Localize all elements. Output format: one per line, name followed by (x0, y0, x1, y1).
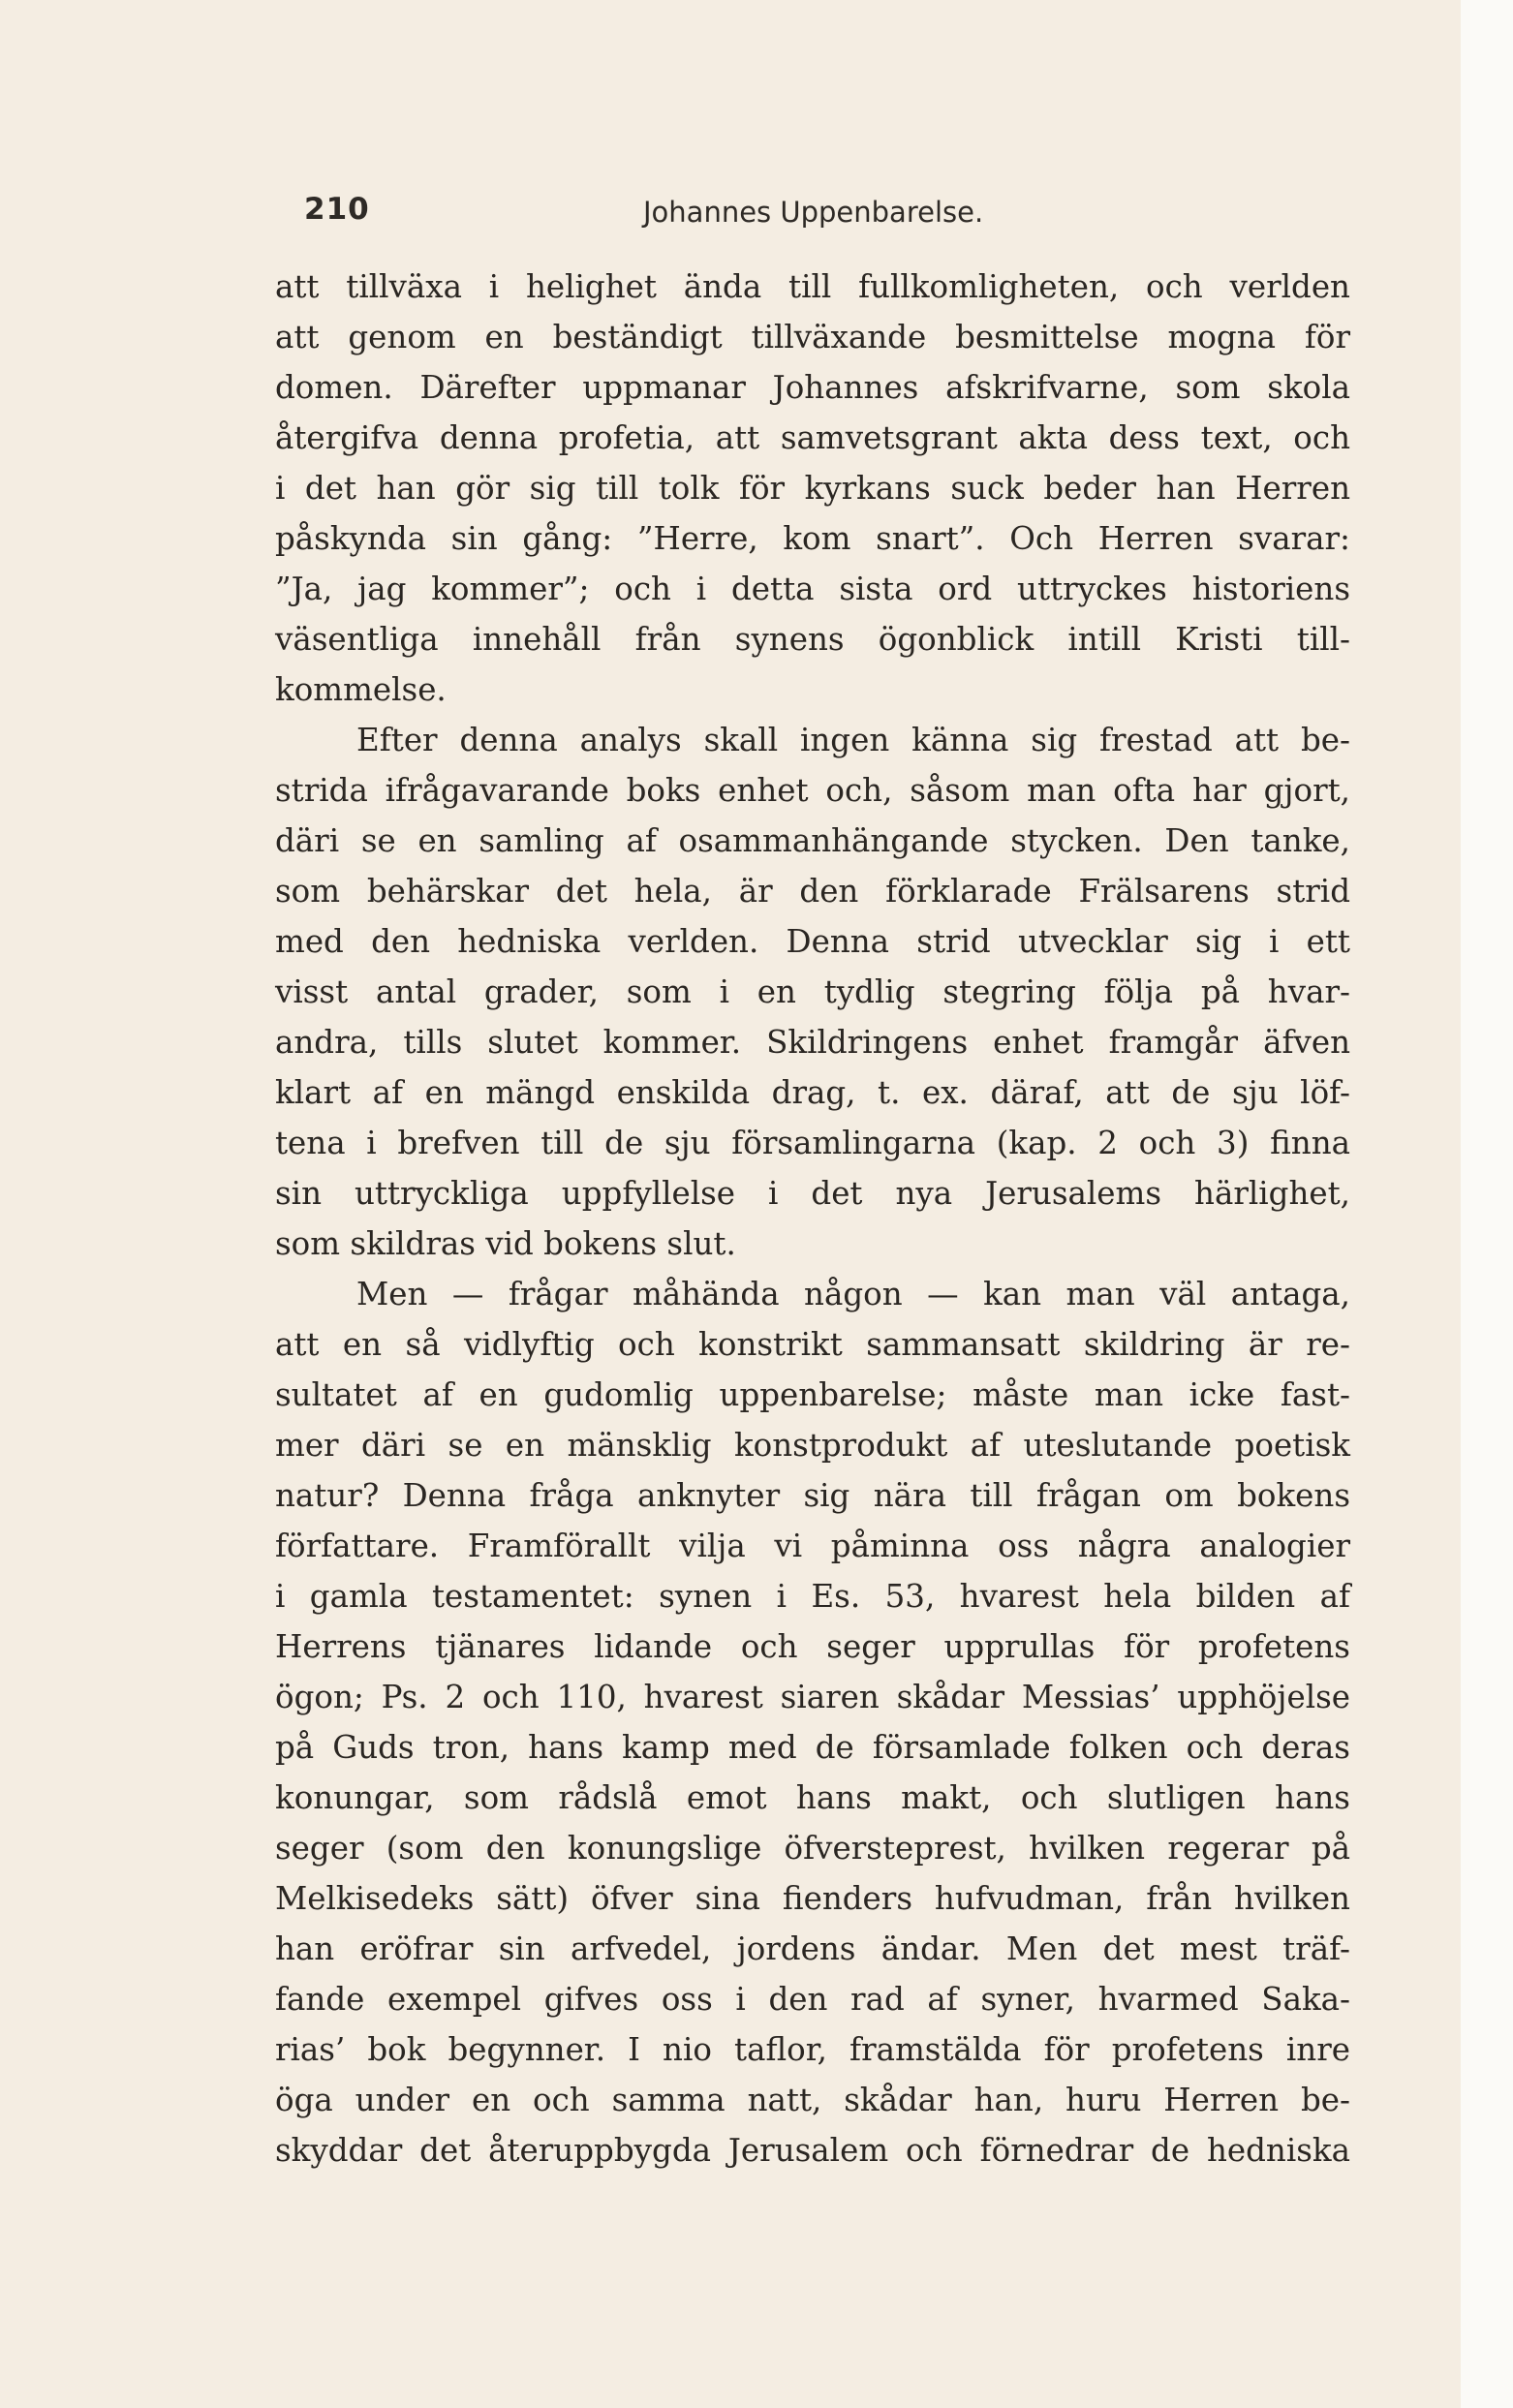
text-line: han eröfrar sin arfvedel, jordens ändar. Men det mest träf- (275, 1930, 1350, 1967)
text-line: öga under en och samma natt, skådar han, huru Herren be- (275, 2082, 1350, 2118)
text-line: sin uttryckliga uppfyllelse i det nya Jerusalems härlighet, (275, 1175, 1350, 1212)
text-line: mer däri se en mänsklig konstprodukt af uteslutande poetisk (275, 1427, 1350, 1464)
paragraph-start-line: Efter denna analys skall ingen känna sig frestad att be- (356, 722, 1350, 758)
text-line: ”Ja, jag kommer”; och i detta sista ord uttryckes historiens (275, 571, 1350, 607)
text-line: rias’ bok begynner. I nio taflor, framstälda för profetens inre (275, 2031, 1350, 2068)
text-line: påskynda sin gång: ”Herre, kom snart”. Och Herren svarar: (275, 520, 1350, 557)
text-line: skyddar det återuppbygda Jerusalem och förnedrar de hedniska (275, 2132, 1350, 2169)
text-line: sultatet af en gudomlig uppenbarelse; måste man icke fast- (275, 1376, 1350, 1413)
text-line: klart af en mängd enskilda drag, t. ex. däraf, att de sju löf- (275, 1074, 1350, 1111)
paragraph-start-line: Men — frågar måhända någon — kan man väl antaga, (356, 1276, 1350, 1312)
body-text (275, 262, 1350, 2176)
text-line: att genom en beständigt tillväxande besmittelse mogna för (275, 319, 1350, 355)
text-line: att tillväxa i helighet ända till fullkomligheten, och verlden (275, 268, 1350, 305)
text-line: att en så vidlyftig och konstrikt sammansatt skildring är re- (275, 1326, 1350, 1363)
page-number: 210 (304, 192, 370, 227)
running-title: Johannes Uppenbarelse. (643, 196, 984, 229)
page-margin-edge (1461, 0, 1513, 2408)
text-line: Herrens tjänares lidande och seger upprullas för profetens (275, 1628, 1350, 1665)
page-header (275, 192, 1350, 240)
text-line: som behärskar det hela, är den förklarade Frälsarens strid (275, 873, 1350, 910)
text-line: väsentliga innehåll från synens ögonblick intill Kristi till- (275, 621, 1350, 658)
text-line: tena i brefven till de sju församlingarna (kap. 2 och 3) finna (275, 1125, 1350, 1161)
text-line: seger (som den konungslige öfversteprest, hvilken regerar på (275, 1830, 1350, 1867)
text-line: återgifva denna profetia, att samvetsgrant akta dess text, och (275, 419, 1350, 456)
text-line: andra, tills slutet kommer. Skildringens enhet framgår äfven (275, 1024, 1350, 1061)
text-line: strida ifrågavarande boks enhet och, såsom man ofta har gjort, (275, 772, 1350, 809)
text-line: kommelse. (275, 671, 447, 708)
text-line: på Guds tron, hans kamp med de församlade folken och deras (275, 1729, 1350, 1766)
text-line: konungar, som rådslå emot hans makt, och slutligen hans (275, 1779, 1350, 1816)
text-line: visst antal grader, som i en tydlig stegring följa på hvar- (275, 973, 1350, 1010)
text-line: som skildras vid bokens slut. (275, 1225, 736, 1262)
text-line: ögon; Ps. 2 och 110, hvarest siaren skådar Messias’ upphöjelse (275, 1679, 1350, 1715)
text-line: natur? Denna fråga anknyter sig nära till frågan om bokens (275, 1477, 1350, 1514)
text-line: författare. Framförallt vilja vi påminna oss några analogier (275, 1528, 1350, 1564)
text-line: i gamla testamentet: synen i Es. 53, hvarest hela bilden af (275, 1578, 1350, 1615)
text-line: däri se en samling af osammanhängande stycken. Den tanke, (275, 822, 1350, 859)
text-line: Melkisedeks sätt) öfver sina fienders hufvudman, från hvilken (275, 1880, 1350, 1917)
text-line: i det han gör sig till tolk för kyrkans suck beder han Herren (275, 470, 1350, 507)
text-line: domen. Därefter uppmanar Johannes afskrifvarne, som skola (275, 369, 1350, 406)
text-line: fande exempel gifves oss i den rad af syner, hvarmed Saka- (275, 1981, 1350, 2018)
text-line: med den hedniska verlden. Denna strid utvecklar sig i ett (275, 923, 1350, 960)
